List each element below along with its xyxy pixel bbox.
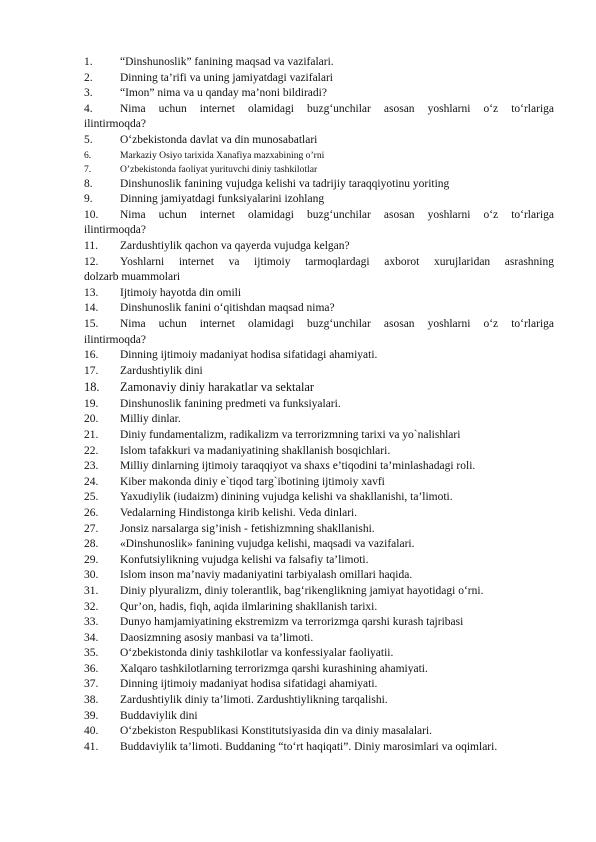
item-text: Zardushtiylik dini (120, 364, 203, 377)
item-text: «Dinshunoslik» fanining vujudga kelishi, maqsadi va vazifalari. (120, 538, 415, 551)
list-item (84, 364, 554, 380)
list-item (84, 301, 554, 317)
item-number: 9. (84, 193, 93, 206)
item-text: Buddaviylik ta’limoti. Buddaning “to‘rt haqiqati”. Diniy marosimlari va oqimlari. (120, 740, 498, 753)
item-text: Milliy dinlarning ijtimoiy taraqqiyot va shaxs e’tiqodini ta’minlashadagi roli. (120, 460, 476, 473)
list-item (84, 490, 554, 506)
list-item (84, 631, 554, 647)
list-item (84, 506, 554, 522)
item-number: 30. (84, 569, 99, 582)
item-number: 6. (84, 149, 92, 161)
item-text: Qur’on, hadis, fiqh, aqida ilmlarining shakllanish tarixi. (120, 600, 378, 613)
list-item (84, 459, 554, 475)
item-text: “Imon” nima va u qanday ma’noni bildiradi? (120, 87, 327, 100)
list-item (84, 86, 554, 102)
list-item (84, 149, 554, 163)
item-text: O‘zbekiston Respublikasi Konstitutsiyasida din va diniy masalalari. (120, 725, 433, 738)
item-text-continuation: ilintirmoqda? (84, 224, 146, 237)
list-item (84, 348, 554, 364)
list-item (84, 693, 554, 709)
item-number: 36. (84, 662, 99, 675)
item-number: 12. (84, 255, 99, 268)
item-number: 3. (84, 87, 93, 100)
item-text: Zardushtiylik qachon va qayerda vujudga kelgan? (120, 239, 350, 252)
item-number: 34. (84, 631, 99, 644)
item-text: Dinshunoslik fanini o‘qitishdan maqsad nima? (120, 302, 335, 315)
list-item (84, 397, 554, 413)
item-number: 11. (84, 239, 98, 252)
item-text: Islom tafakkuri va madaniyatining shakllanish bosqichlari. (120, 444, 391, 457)
item-text: Zardushtiylik diniy ta’limoti. Zardushtiylikning tarqalishi. (120, 694, 388, 707)
item-number: 21. (84, 428, 99, 441)
list-item (84, 615, 554, 631)
item-text: Dinning jamiyatdagi funksiyalarini izohlang (120, 193, 325, 206)
item-number: 13. (84, 286, 99, 299)
item-number: 31. (84, 584, 99, 597)
list-item (84, 192, 554, 208)
item-number: 1. (84, 56, 93, 68)
item-text: Yoshlarni internet va ijtimoiy tarmoqlardagi axborot xurujlaridan asrashning (120, 255, 554, 268)
list-item (84, 133, 554, 149)
item-text: Kiber makonda diniy e`tiqod targ`ibotining ijtimoiy xavfi (120, 475, 385, 488)
item-text: Daosizmning asosiy manbasi va ta’limoti. (120, 631, 314, 644)
list-item (84, 428, 554, 444)
item-number: 26. (84, 506, 99, 519)
list-item (84, 522, 554, 538)
list-item (84, 163, 554, 177)
item-text: Dinning ijtimoiy madaniyat hodisa sifatidagi ahamiyati. (120, 678, 378, 691)
item-number: 17. (84, 364, 99, 377)
item-text: Dinshunoslik fanining vujudga kelishi va tadrijiy taraqqiyotinu yoriting (120, 177, 450, 190)
item-text: O‘zbekistonda diniy tashkilotlar va konfessiyalar faoliyatii. (120, 647, 394, 660)
item-number: 16. (84, 349, 99, 362)
list-item (84, 553, 554, 569)
item-text: Konfutsiylikning vujudga kelishi va falsafiy ta’limoti. (120, 553, 369, 566)
item-text: Milliy dinlar. (120, 413, 181, 426)
item-number: 38. (84, 694, 99, 707)
item-text: Yaxudiylik (iudaizm) dinining vujudga kelishi va shakllanishi, ta’limoti. (120, 491, 453, 504)
list-item (84, 286, 554, 302)
list-item (84, 412, 554, 428)
item-text: Diniy plyuralizm, diniy tolerantlik, bag‘rikenglikning jamiyat hayotidagi o‘rni. (120, 584, 484, 597)
list-item (84, 724, 554, 740)
item-number: 15. (84, 317, 99, 330)
list-item (84, 740, 554, 756)
item-number: 10. (84, 208, 99, 221)
item-text: O‘zbekistonda davlat va din munosabatlari (120, 133, 318, 146)
item-number: 25. (84, 491, 99, 504)
list-item (84, 677, 554, 693)
list-item (84, 255, 554, 286)
list-item (84, 709, 554, 725)
list-item (84, 55, 554, 71)
item-text: Buddaviylik dini (120, 709, 198, 722)
item-text-continuation: dolzarb muammolari (84, 271, 181, 284)
item-number: 24. (84, 475, 99, 488)
item-number: 41. (84, 740, 99, 753)
list-item (84, 177, 554, 193)
item-text: “Dinshunoslik” fanining maqsad va vazifalari. (120, 56, 334, 68)
list-item (84, 662, 554, 678)
item-number: 33. (84, 616, 99, 629)
item-text: Zamonaviy diniy harakatlar va sektalar (120, 380, 315, 395)
list-item (84, 379, 554, 397)
item-number: 20. (84, 413, 99, 426)
list-item (84, 584, 554, 600)
item-text: Jonsiz narsalarga sig’inish - fetishizmning shakllanishi. (120, 522, 375, 535)
item-text: Markaziy Osiyo tarixida Xanafiya mazxabining o’rni (120, 149, 325, 161)
item-text: Diniy fundamentalizm, radikalizm va terrorizmning tarixi va yo`nalishlari (120, 428, 461, 441)
list-item (84, 568, 554, 584)
item-number: 27. (84, 522, 99, 535)
item-number: 39. (84, 709, 99, 722)
item-number: 29. (84, 553, 99, 566)
item-text: Xalqaro tashkilotlarning terrorizmga qarshi kurashining ahamiyati. (120, 662, 428, 675)
list-item (84, 600, 554, 616)
list-item (84, 537, 554, 553)
item-text: Nima uchun internet olamidagi buzg‘unchilar asosan yoshlarni o‘z to‘rlariga (120, 317, 554, 330)
item-text: Dunyo hamjamiyatining ekstremizm va terrorizmga qarshi kurash tajribasi (120, 616, 464, 629)
item-number: 18. (84, 380, 100, 395)
item-number: 23. (84, 460, 99, 473)
item-number: 32. (84, 600, 99, 613)
item-text: Nima uchun internet olamidagi buzg‘unchilar asosan yoshlarni o‘z to‘rlariga (120, 208, 554, 221)
item-text: O’zbekistonda faoliyat yurituvchi diniy tashkilotlar (120, 163, 318, 175)
item-number: 4. (84, 102, 93, 115)
list-item (84, 71, 554, 87)
item-number: 7. (84, 163, 92, 175)
item-text: Dinshunoslik fanining predmeti va funksiyalari. (120, 397, 341, 410)
item-text: Nima uchun internet olamidagi buzg‘unchilar asosan yoshlarni o‘z to‘rlariga (120, 102, 554, 115)
list-item (84, 317, 554, 348)
item-number: 35. (84, 647, 99, 660)
item-number: 28. (84, 538, 99, 551)
item-number: 40. (84, 725, 99, 738)
item-text-continuation: ilintirmoqda? (84, 118, 146, 131)
item-text: Dinning ijtimoiy madaniyat hodisa sifatidagi ahamiyati. (120, 349, 378, 362)
item-text: Dinning ta’rifi va uning jamiyatdagi vazifalari (120, 71, 333, 84)
list-item (84, 475, 554, 491)
list-item (84, 646, 554, 662)
list-item (84, 208, 554, 239)
list-item (84, 102, 554, 133)
item-number: 37. (84, 678, 99, 691)
item-number: 19. (84, 397, 99, 410)
item-number: 22. (84, 444, 99, 457)
list-item (84, 444, 554, 460)
list-item (84, 239, 554, 255)
item-text: Vedalarning Hindistonga kirib kelishi. Veda dinlari. (120, 506, 358, 519)
item-text: Islom inson ma’naviy madaniyatini tarbiyalash omillari haqida. (120, 569, 413, 582)
item-number: 5. (84, 133, 93, 146)
question-list (84, 55, 554, 755)
item-number: 14. (84, 302, 99, 315)
item-number: 2. (84, 71, 93, 84)
item-text-continuation: ilintirmoqda? (84, 333, 146, 346)
item-text: Ijtimoiy hayotda din omili (120, 286, 242, 299)
item-number: 8. (84, 177, 93, 190)
